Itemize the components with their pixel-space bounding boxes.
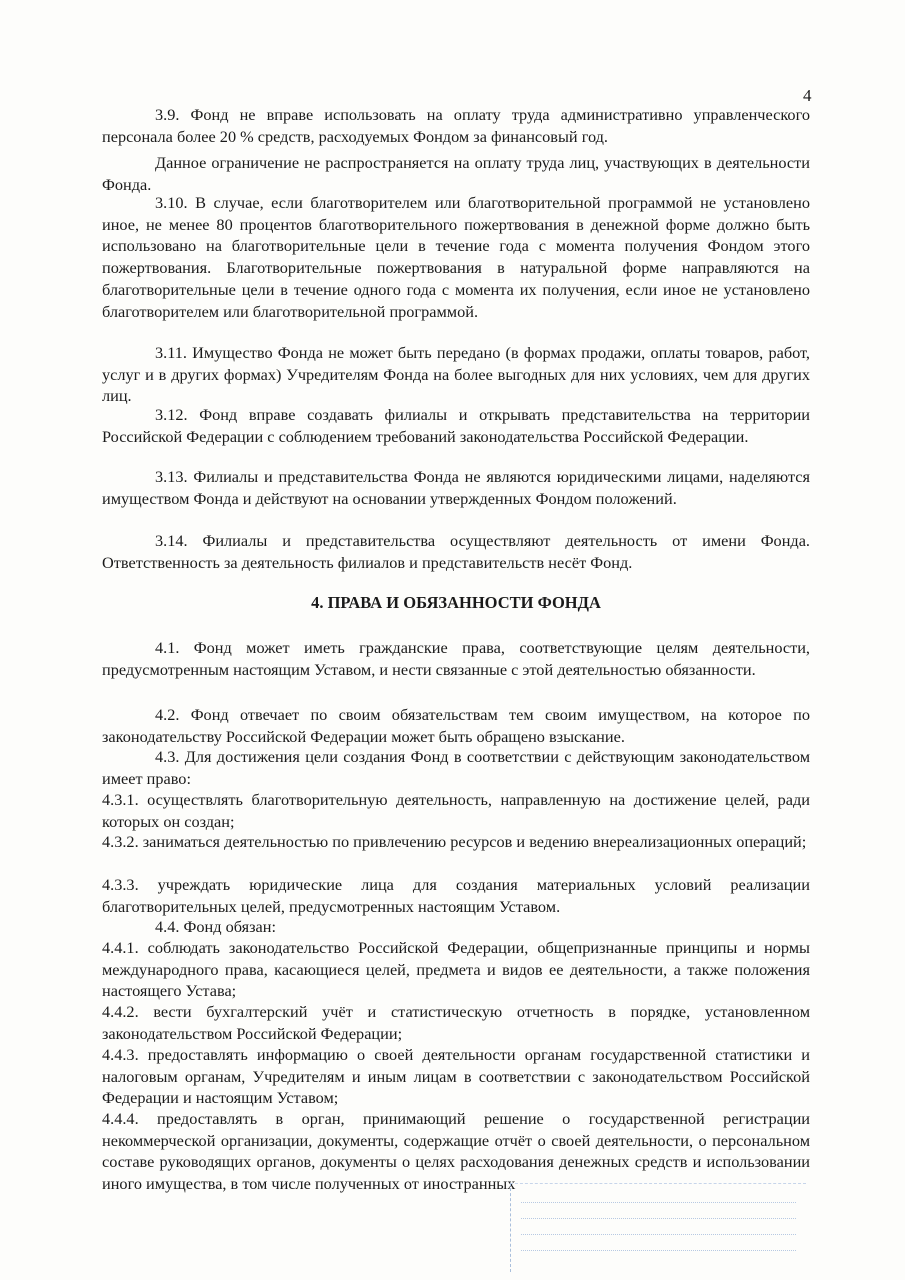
paragraph-4-3-1: 4.3.1. осуществлять благотворительную деятельность, направленную на достижение целей, ради которых он создан; bbox=[102, 790, 810, 831]
paragraph-4-4-4: 4.4.4. предоставлять в орган, принимающий решение о государственной регистрации некоммерческой организации, документы, содержащие отчёт о своей деятельности, о персональном составе руководящих органов, документы о целях расходования денежных средств и использовании иного имущества, в том числе полученных от иностранных bbox=[102, 1109, 810, 1194]
paragraph-3-10: 3.10. В случае, если благотворителем или благотворительной программой не установлено иное, не менее 80 процентов благотворительного пожертвования в денежной форме должно быть использовано на благотворительные цели в течение года с момента получения Фондом этого пожертвования. Благотворительные пожертвования в натуральной форме направляются на благотворительные цели в течение одного года с момента их получения, если иное не установлено благотворителем или благотворительной программой. bbox=[102, 193, 810, 321]
paragraph-4-1: 4.1. Фонд может иметь гражданские права, соответствующие целям деятельности, предусмотренным настоящим Уставом, и нести связанные с этой деятельностью обязанности. bbox=[102, 638, 810, 679]
paragraph-4-4-1: 4.4.1. соблюдать законодательство Российской Федерации, общепризнанные принципы и нормы международного права, касающиеся целей, предмета и видов ее деятельности, а также положения настоящего Устава; bbox=[102, 938, 810, 1001]
paragraph-3-9-note: Данное ограничение не распространяется на оплату труда лиц, участвующих в деятельности Фонда. bbox=[102, 153, 810, 194]
paragraph-4-4-2: 4.4.2. вести бухгалтерский учёт и статистическую отчетность в порядке, установленном законодательством Российской Федерации; bbox=[102, 1002, 810, 1043]
paragraph-4-4: 4.4. Фонд обязан: bbox=[155, 917, 276, 936]
paragraph-4-3-2: 4.3.2. заниматься деятельностью по привлечению ресурсов и ведению внереализационных операций; bbox=[102, 832, 807, 851]
page-number: 4 bbox=[803, 86, 812, 105]
section-heading: 4. ПРАВА И ОБЯЗАННОСТИ ФОНДА bbox=[311, 593, 601, 612]
paragraph-3-14: 3.14. Филиалы и представительства осуществляют деятельность от имени Фонда. Ответственность за деятельность филиалов и представительств несёт Фонд. bbox=[102, 531, 810, 572]
paragraph-4-3: 4.3. Для достижения цели создания Фонд в соответствии с действующим законодательством имеет право: bbox=[102, 747, 810, 788]
paragraph-3-12: 3.12. Фонд вправе создавать филиалы и открывать представительства на территории Российской Федерации с соблюдением требований законодательства Российской Федерации. bbox=[102, 405, 810, 446]
paragraph-4-2: 4.2. Фонд отвечает по своим обязательствам тем своим имуществом, на которое по законодательству Российской Федерации может быть обращено взыскание. bbox=[102, 705, 810, 746]
paragraph-3-13: 3.13. Филиалы и представительства Фонда не являются юридическими лицами, наделяются имуществом Фонда и действуют на основании утвержденных Фондом положений. bbox=[102, 467, 810, 508]
paragraph-3-11: 3.11. Имущество Фонда не может быть передано (в формах продажи, оплаты товаров, работ, услуг и в других формах) Учредителям Фонда на более выгодных для них условиях, чем для других лиц. bbox=[102, 343, 810, 406]
registration-stamp bbox=[510, 1183, 806, 1272]
paragraph-4-3-3: 4.3.3. учреждать юридические лица для создания материальных условий реализации благотворительных целей, предусмотренных настоящим Уставом. bbox=[102, 875, 810, 916]
paragraph-3-9: 3.9. Фонд не вправе использовать на оплату труда административно управленческого персонала более 20 % средств, расходуемых Фондом за финансовый год. bbox=[102, 105, 810, 146]
paragraph-4-4-3: 4.4.3. предоставлять информацию о своей деятельности органам государственной статистики и налоговым органам, Учредителям и иным лицам в соответствии с законодательством Российской Федерации и настоящим Уставом; bbox=[102, 1045, 810, 1108]
